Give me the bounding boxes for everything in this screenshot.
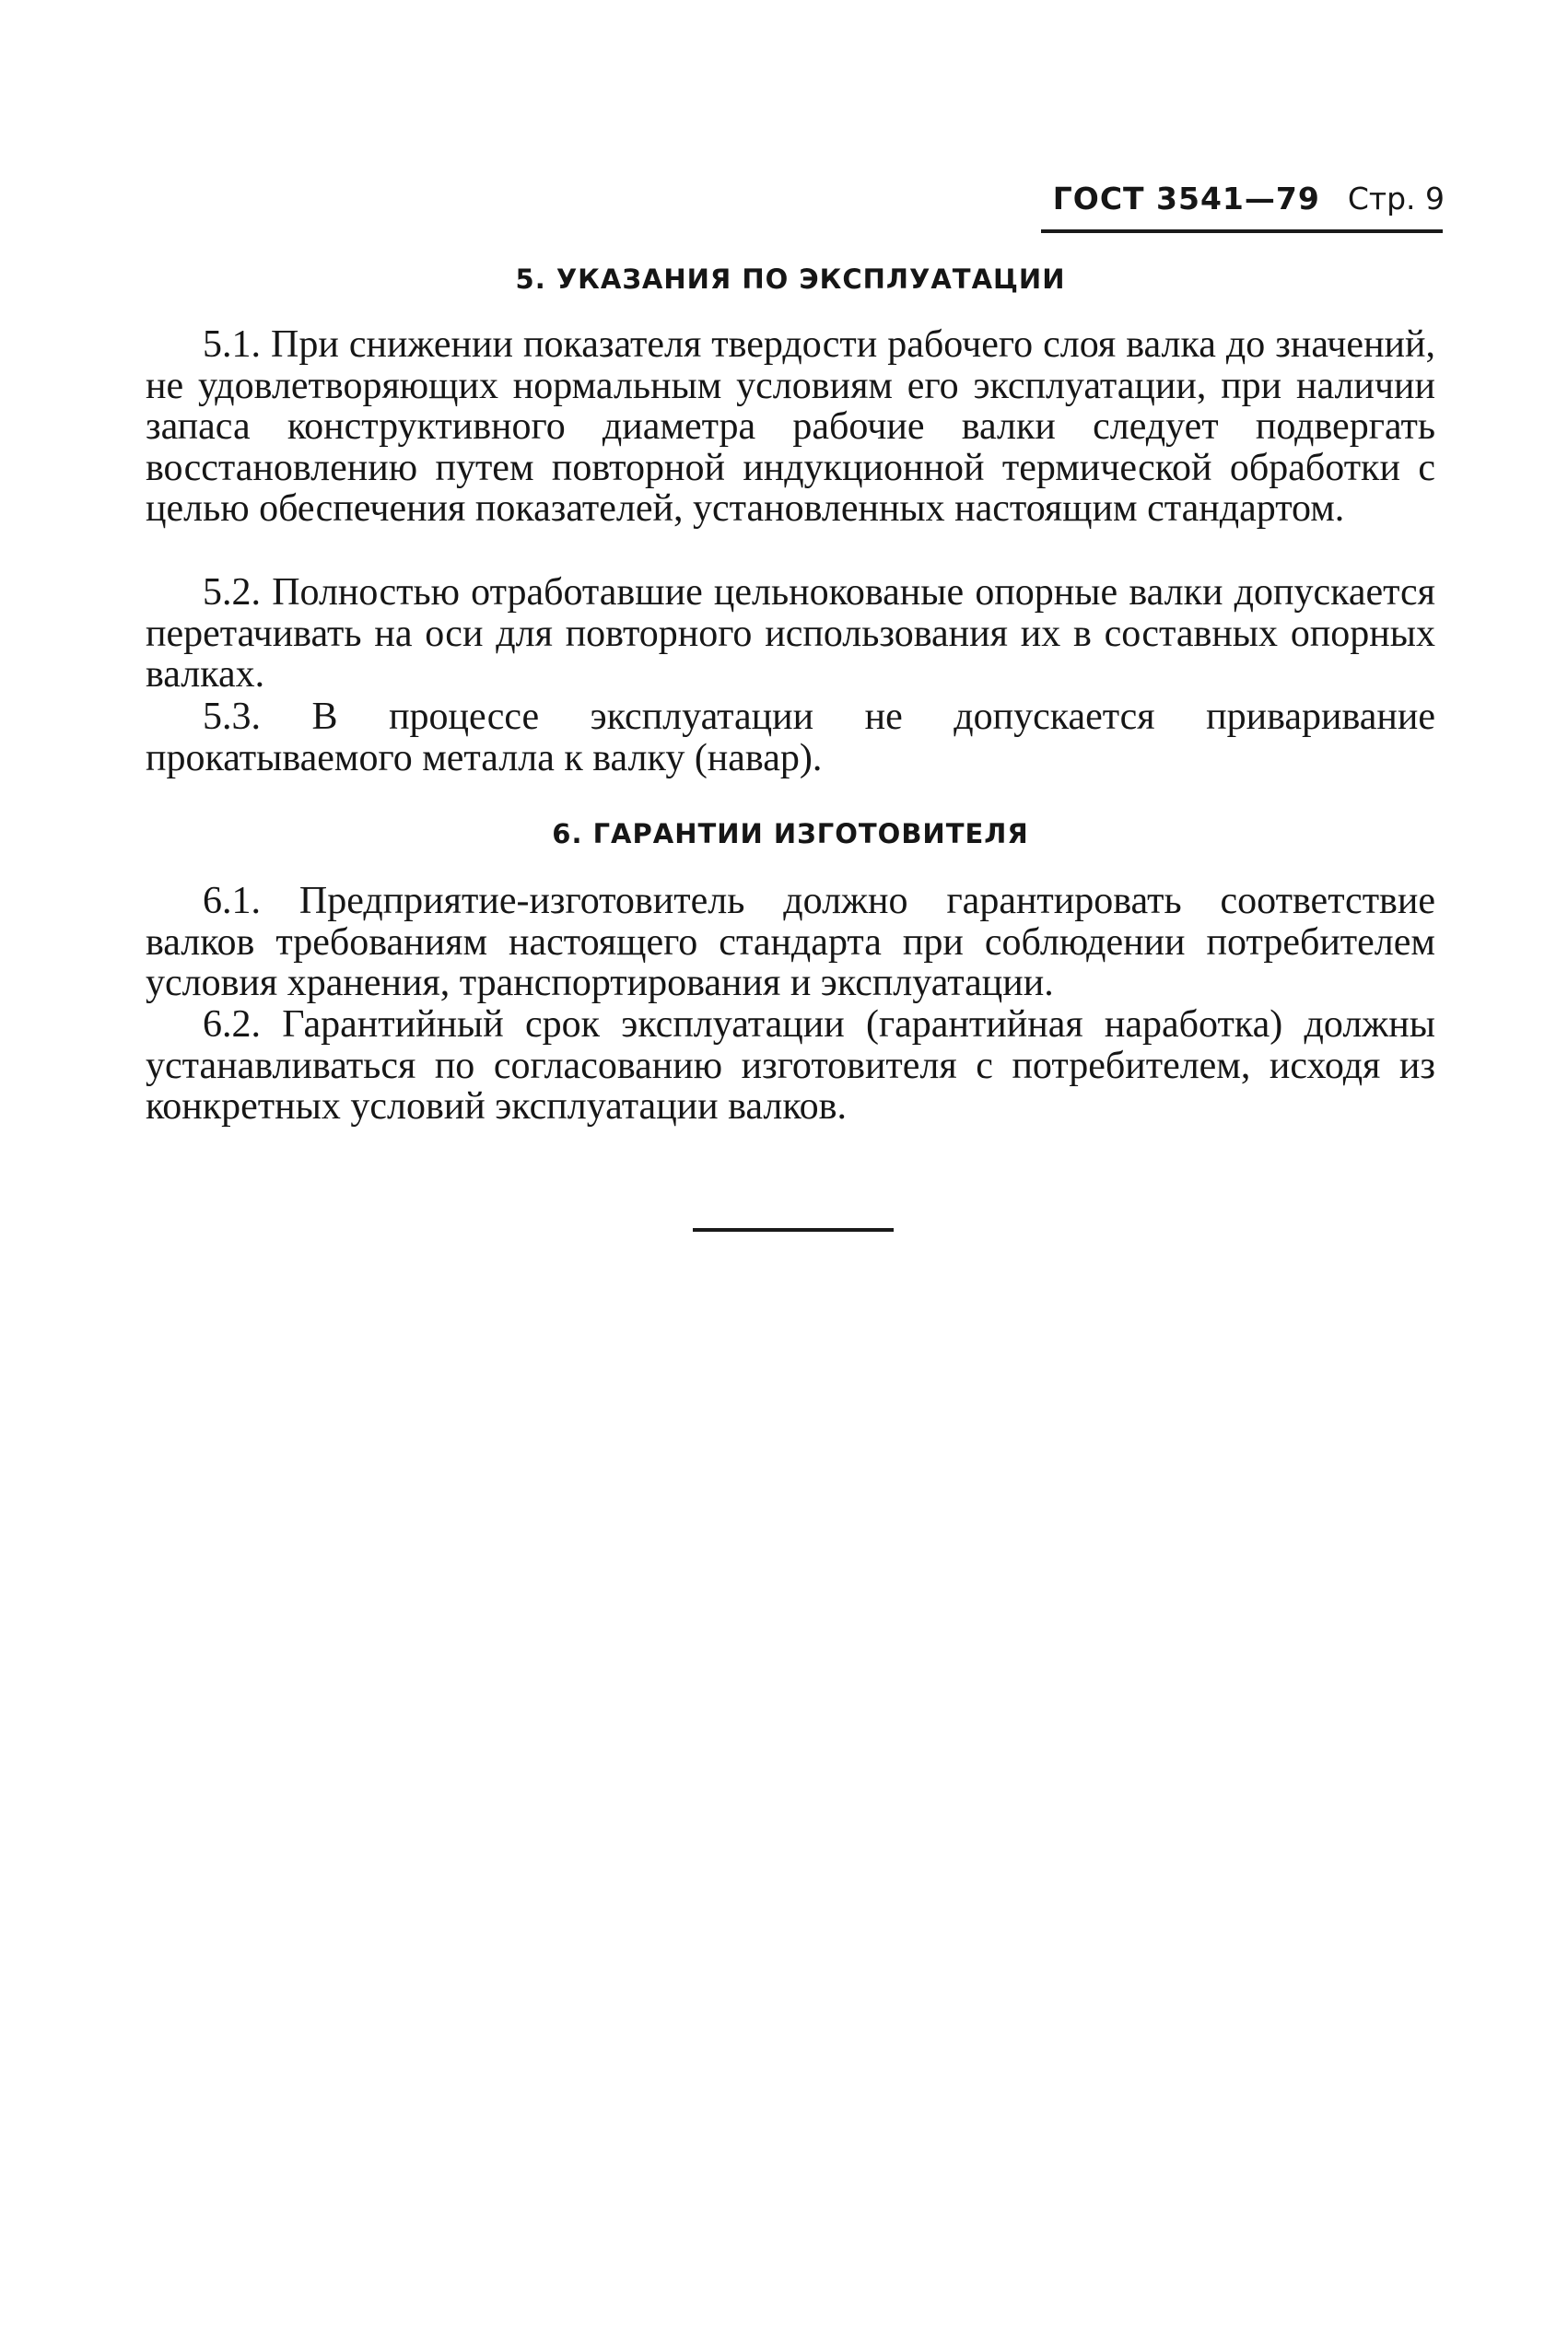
paragraph-number: 6.2. xyxy=(203,1003,261,1046)
section-5-title: 5. УКАЗАНИЯ ПО ЭКСПЛУАТАЦИИ xyxy=(515,263,1066,295)
page-number: Стр. 9 xyxy=(1347,181,1445,217)
paragraph-6-2 xyxy=(146,1004,1435,1128)
paragraph-number: 5.2. xyxy=(203,571,261,614)
paragraph-number: 5.3. xyxy=(203,696,261,738)
paragraph-text: При снижении показателя твердости рабочего слоя валка до значений, не удовлетворяющих нормальным условиям его эксплуатации, при наличии запаса конструктивного диаметра рабочие валки следует подвергать восстановлению путем повторной индукционной термической обработки с целью обеспечения показателей, установленных настоящим стандартом. xyxy=(146,323,1435,530)
end-of-text-rule xyxy=(693,1228,894,1232)
paragraph-text: Предприятие-изготовитель должно гарантировать соответствие валков требованиям настоящего стандарта при соблюдении потребителем условия хранения, транспортирования и эксплуатации. xyxy=(146,880,1436,1004)
paragraph-5-1 xyxy=(146,324,1435,530)
paragraph-5-3 xyxy=(146,696,1435,778)
paragraph-5-2 xyxy=(146,572,1435,696)
header-rule xyxy=(1041,229,1443,233)
paragraph-text: Полностью отработавшие цельнокованые опорные валки допускается перетачивать на оси для повторного использования их в составных опорных валках. xyxy=(146,571,1436,696)
paragraph-text: В процессе эксплуатации не допускается приваривание прокатываемого металла к валку (навар). xyxy=(146,696,1436,779)
paragraph-number: 5.1. xyxy=(203,323,261,366)
standard-designation: ГОСТ 3541—79 xyxy=(1052,181,1320,217)
paragraph-text: Гарантийный срок эксплуатации (гарантийная наработка) должны устанавливаться по согласованию изготовителя с потребителем, исходя из конкретных условий эксплуатации валков. xyxy=(146,1003,1435,1128)
paragraph-number: 6.1. xyxy=(203,880,261,922)
running-header xyxy=(1039,181,1445,217)
section-6-title: 6. ГАРАНТИИ ИЗГОТОВИТЕЛЯ xyxy=(552,818,1029,849)
paragraph-6-1 xyxy=(146,881,1435,1004)
